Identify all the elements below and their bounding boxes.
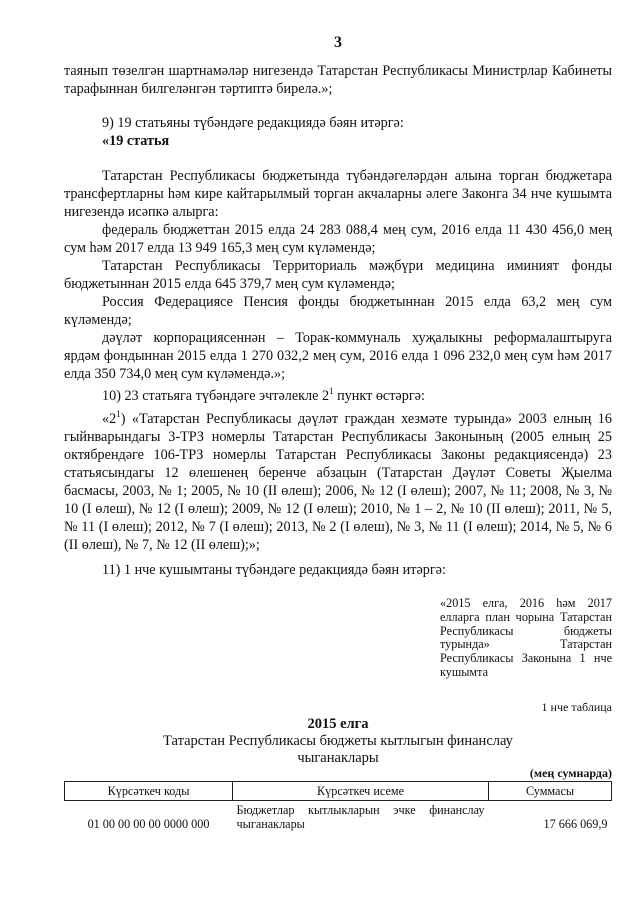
section-11-instruction: 11) 1 нче кушымтаны түбәндәге редакциядә бәян итәргә: [102, 562, 446, 578]
section-10-instruction [64, 382, 612, 405]
table-title-year: 2015 елга [307, 716, 369, 732]
financing-sources-table [64, 781, 612, 833]
section-11 [64, 561, 446, 579]
section-9 [64, 114, 612, 383]
table-number: 1 нче таблица [541, 700, 612, 714]
intro-paragraph: таянып төзелгән шартнамәләр нигезендә Татарстан Республикасы Министрлар Кабинеты тарафыннан билгеләнгән тәртиптә бирелә.»; [64, 63, 612, 97]
section-10-instruction-text: 10) 23 статьяга түбәндәге эчтәлекле 2 [102, 388, 330, 404]
table-title-line2: чыганаклары [297, 750, 379, 766]
state-corporation-paragraph: дәүләт корпорациясеннән – Торак-коммуналь хуҗалыкны реформалаштыруга ярдәм фондыннан 2015 елда 1 270 032,2 мең сум, 2016 елда 1 096 232,0 мең сум һәм 2017 елда 350 734,0 мең сум күләмендә.»; [64, 330, 612, 382]
row-code: 01 00 00 00 00 0000 000 [87, 817, 210, 831]
superscript: 1 [116, 409, 121, 419]
row-sum: 17 666 069,9 [543, 817, 608, 831]
superscript: 1 [329, 386, 334, 396]
federal-budget-paragraph: федераль бюджеттан 2015 елда 24 283 088,4 мең сум, 2016 елда 11 430 456,0 мең сум һәм 2017 елда 13 949 165,3 мең сум күләмендә; [64, 222, 612, 256]
pension-fund-paragraph: Россия Федерациясе Пенсия фонды бюджетыннан 2015 елда 63,2 мең сум күләмендә; [64, 294, 612, 328]
point-2-1-paragraph [64, 405, 612, 554]
point-2-1-prefix: «2 [102, 411, 117, 427]
column-header-sum: Суммасы [489, 782, 612, 801]
table-header-row [65, 782, 612, 801]
medical-fund-paragraph: Татарстан Республикасы Территориаль мәҗбүри медицина иминият фонды бюджетыннан 2015 елда 645 379,7 мең сум күләмендә; [64, 258, 612, 292]
row-name: Бюджетлар кытлыкларын эчке финанслау чыганаклары [236, 803, 485, 831]
column-header-name: Күрсәткеч исеме [233, 782, 489, 801]
page-number: 3 [334, 34, 342, 51]
article-19-heading: «19 статья [102, 133, 170, 149]
point-2-1-text: ) «Татарстан Республикасы дәүләт граждан хезмәте турында» 2003 елның 16 гыйнварындагы 3-ТРЗ номерлы Татарстан Республикасы Законының (2005 елның 25 октябрендәге 106-ТРЗ номерлы Татарстан Республикасы Законы редакциясендә) 23 статьясындагы 12 өлешенең беренче абзацын (Татарстан Дәүләт Советы Җыелма басмасы, 2003, № 1; 2005, № 10 (II өлеш); 2006, № 12 (I өлеш); 2007, № 11; 2008, № 3, № 10 (I өлеш), № 12 (I өлеш); 2009, № 12 (I өлеш); 2010, № 1 – 2, № 10 (II өлеш); 2011, № 5, № 11 (I өлеш); 2012, № 7 (I өлеш); 2013, № 2 (I өлеш), № 3, № 11 (I өлеш); 2014, № 5, № 6 (II өлеш), № 7, № 12 (II өлеш);»; [64, 411, 612, 553]
column-header-code: Күрсәткеч коды [65, 782, 233, 801]
section-9-instruction: 9) 19 статьяны түбәндәге редакциядә бәян итәргә: [102, 115, 404, 131]
table-row [65, 801, 612, 834]
appendix-annotation: «2015 елга, 2016 һәм 2017 елларга план чорына Татарстан Республикасы бюджеты турында» Татарстан Республикасы Законына 1 нче кушымта [440, 596, 612, 679]
section-10-instruction-end: пункт өстәргә: [333, 388, 425, 404]
section-10 [64, 382, 612, 554]
article-19-paragraph: Татарстан Республикасы бюджетында түбәндәгеләрдән алына торган бюджетара трансфертларны һәм кире кайтарылмый торган акчаларны әлеге Законга 34 нче кушымта нигезендә исәпкә алырга: [64, 168, 612, 220]
table-title-line1: Татарстан Республикасы бюджеты кытлыгын финанслау [163, 733, 513, 749]
unit-label: (мең сумнарда) [529, 766, 612, 780]
